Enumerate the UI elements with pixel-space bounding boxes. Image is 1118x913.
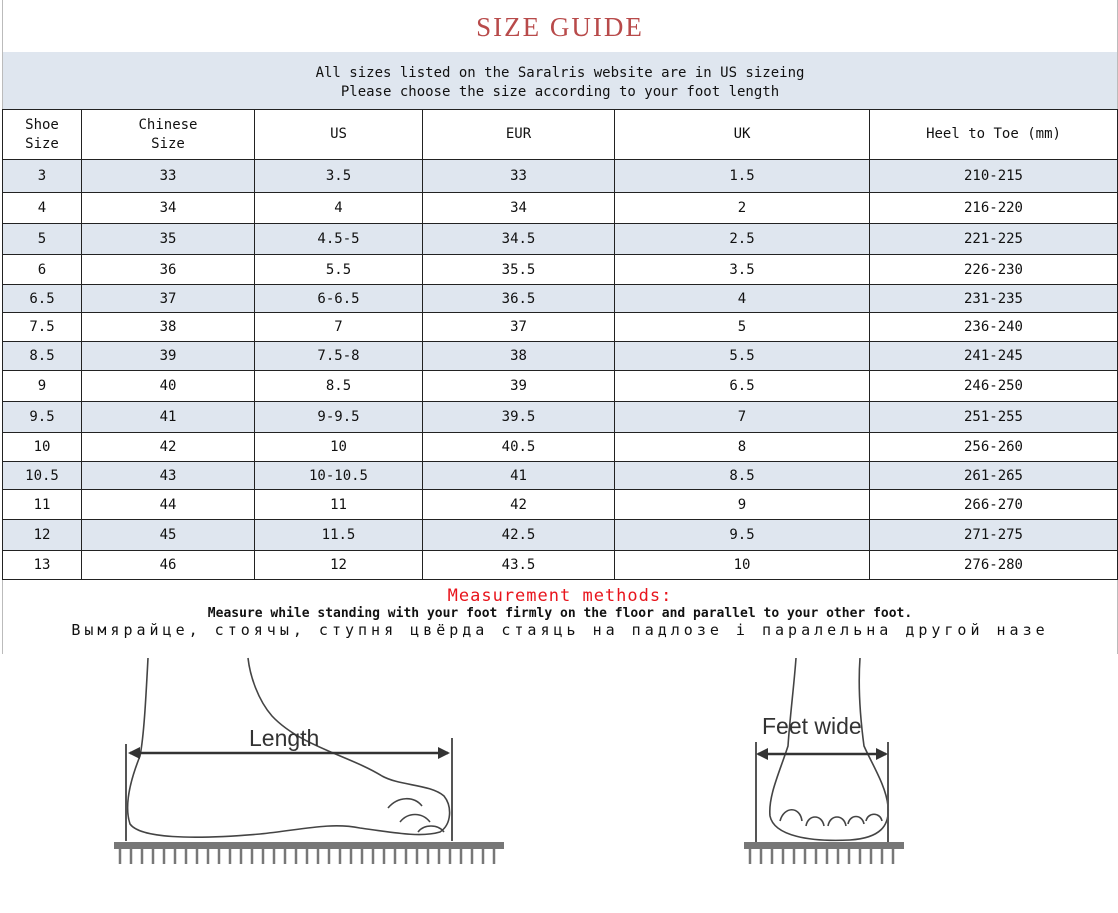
table-cell: 8.5 <box>615 462 870 490</box>
table-cell: 8 <box>615 433 870 462</box>
table-cell: 6 <box>3 255 82 285</box>
table-body <box>3 160 1118 580</box>
table-row <box>3 224 1118 255</box>
table-cell: 7 <box>615 402 870 433</box>
table-cell: 5 <box>615 313 870 342</box>
table-cell: 8.5 <box>255 371 423 402</box>
table-cell: 7 <box>255 313 423 342</box>
table-cell: 39 <box>423 371 615 402</box>
table-row <box>3 433 1118 462</box>
table-cell: 5.5 <box>615 342 870 371</box>
table-cell: 3.5 <box>255 160 423 193</box>
width-ruler <box>744 842 904 864</box>
table-cell: 3.5 <box>615 255 870 285</box>
table-cell: 10-10.5 <box>255 462 423 490</box>
table-cell: 271-275 <box>870 520 1118 551</box>
measurement-instruction-english: Measure while standing with your foot firmly on the floor and parallel to your other foot. <box>207 606 913 621</box>
table-cell: 4.5-5 <box>255 224 423 255</box>
table-cell: 40 <box>82 371 255 402</box>
table-row <box>3 551 1118 580</box>
length-ruler <box>114 842 504 864</box>
length-arrow-left-head <box>128 747 140 759</box>
table-cell: 221-225 <box>870 224 1118 255</box>
table-cell: 39.5 <box>423 402 615 433</box>
table-cell: 226-230 <box>870 255 1118 285</box>
header-cell: UK <box>615 110 870 160</box>
table-cell: 6.5 <box>3 285 82 313</box>
foot-width-illustration <box>740 656 920 876</box>
table-cell: 38 <box>423 342 615 371</box>
table-cell: 261-265 <box>870 462 1118 490</box>
table-cell: 41 <box>423 462 615 490</box>
info-line-2: Please choose the size according to your foot length <box>340 84 780 100</box>
table-cell: 12 <box>255 551 423 580</box>
table-row <box>3 342 1118 371</box>
table-row <box>3 313 1118 342</box>
width-arrow-right-head <box>876 748 888 760</box>
table-cell: 36.5 <box>423 285 615 313</box>
table-cell: 37 <box>82 285 255 313</box>
table-cell: 10.5 <box>3 462 82 490</box>
table-cell: 4 <box>615 285 870 313</box>
table-cell: 33 <box>82 160 255 193</box>
measurement-section <box>2 580 1118 654</box>
table-cell: 236-240 <box>870 313 1118 342</box>
table-cell: 10 <box>3 433 82 462</box>
table-row <box>3 520 1118 551</box>
table-cell: 4 <box>255 193 423 224</box>
table-cell: 42 <box>423 490 615 520</box>
table-cell: 40.5 <box>423 433 615 462</box>
table-cell: 246-250 <box>870 371 1118 402</box>
table-cell: 216-220 <box>870 193 1118 224</box>
table-cell: 34 <box>82 193 255 224</box>
table-cell: 266-270 <box>870 490 1118 520</box>
table-cell: 6.5 <box>615 371 870 402</box>
table-row <box>3 255 1118 285</box>
table-cell: 1.5 <box>615 160 870 193</box>
table-cell: 276-280 <box>870 551 1118 580</box>
table-cell: 10 <box>615 551 870 580</box>
table-cell: 11.5 <box>255 520 423 551</box>
table-cell: 33 <box>423 160 615 193</box>
page-title: SIZE GUIDE <box>476 12 644 42</box>
table-cell: 13 <box>3 551 82 580</box>
table-cell: 43.5 <box>423 551 615 580</box>
table-cell: 7.5-8 <box>255 342 423 371</box>
width-label: Feet wide <box>762 713 862 739</box>
table-cell: 9.5 <box>3 402 82 433</box>
table-cell: 256-260 <box>870 433 1118 462</box>
table-cell: 4 <box>3 193 82 224</box>
table-cell: 8.5 <box>3 342 82 371</box>
table-cell: 43 <box>82 462 255 490</box>
table-cell: 10 <box>255 433 423 462</box>
measurement-instruction-russian: Вымярайце, стоячы, ступня цвёрда стаяць на падлозе і паралельна другой назе <box>71 622 1049 639</box>
table-row <box>3 193 1118 224</box>
table-cell: 9-9.5 <box>255 402 423 433</box>
table-cell: 6-6.5 <box>255 285 423 313</box>
table-cell: 2.5 <box>615 224 870 255</box>
table-cell: 36 <box>82 255 255 285</box>
table-cell: 231-235 <box>870 285 1118 313</box>
info-banner <box>2 52 1118 109</box>
table-cell: 241-245 <box>870 342 1118 371</box>
header-cell: Shoe Size <box>3 110 82 160</box>
table-cell: 2 <box>615 193 870 224</box>
table-row <box>3 285 1118 313</box>
header-cell: US <box>255 110 423 160</box>
table-cell: 9.5 <box>615 520 870 551</box>
title-box <box>2 0 1118 52</box>
table-cell: 37 <box>423 313 615 342</box>
table-cell: 34 <box>423 193 615 224</box>
table-cell: 34.5 <box>423 224 615 255</box>
table-cell: 5.5 <box>255 255 423 285</box>
table-cell: 39 <box>82 342 255 371</box>
info-line-1: All sizes listed on the Saralris website are in US sizeing <box>315 65 805 81</box>
table-row <box>3 371 1118 402</box>
table-cell: 9 <box>615 490 870 520</box>
table-cell: 9 <box>3 371 82 402</box>
front-foot-drawing <box>756 658 888 842</box>
table-header-row <box>3 110 1118 160</box>
table-row <box>3 490 1118 520</box>
length-label: Length <box>249 725 320 751</box>
foot-length-illustration <box>100 656 520 876</box>
table-row <box>3 160 1118 193</box>
table-cell: 35.5 <box>423 255 615 285</box>
table-cell: 42 <box>82 433 255 462</box>
header-cell: EUR <box>423 110 615 160</box>
table-row <box>3 402 1118 433</box>
table-cell: 38 <box>82 313 255 342</box>
table-cell: 7.5 <box>3 313 82 342</box>
table-cell: 210-215 <box>870 160 1118 193</box>
measurement-title: Measurement methods: <box>447 586 673 606</box>
table-cell: 3 <box>3 160 82 193</box>
table-cell: 12 <box>3 520 82 551</box>
table-cell: 11 <box>255 490 423 520</box>
table-cell: 35 <box>82 224 255 255</box>
table-cell: 46 <box>82 551 255 580</box>
table-cell: 45 <box>82 520 255 551</box>
table-cell: 251-255 <box>870 402 1118 433</box>
table-cell: 42.5 <box>423 520 615 551</box>
size-table <box>2 109 1118 580</box>
table-cell: 44 <box>82 490 255 520</box>
width-arrow-left-head <box>756 748 768 760</box>
length-arrow-right-head <box>438 747 450 759</box>
header-cell: Chinese Size <box>82 110 255 160</box>
table-cell: 41 <box>82 402 255 433</box>
table-row <box>3 462 1118 490</box>
table-cell: 5 <box>3 224 82 255</box>
header-cell: Heel to Toe (mm) <box>870 110 1118 160</box>
table-cell: 11 <box>3 490 82 520</box>
